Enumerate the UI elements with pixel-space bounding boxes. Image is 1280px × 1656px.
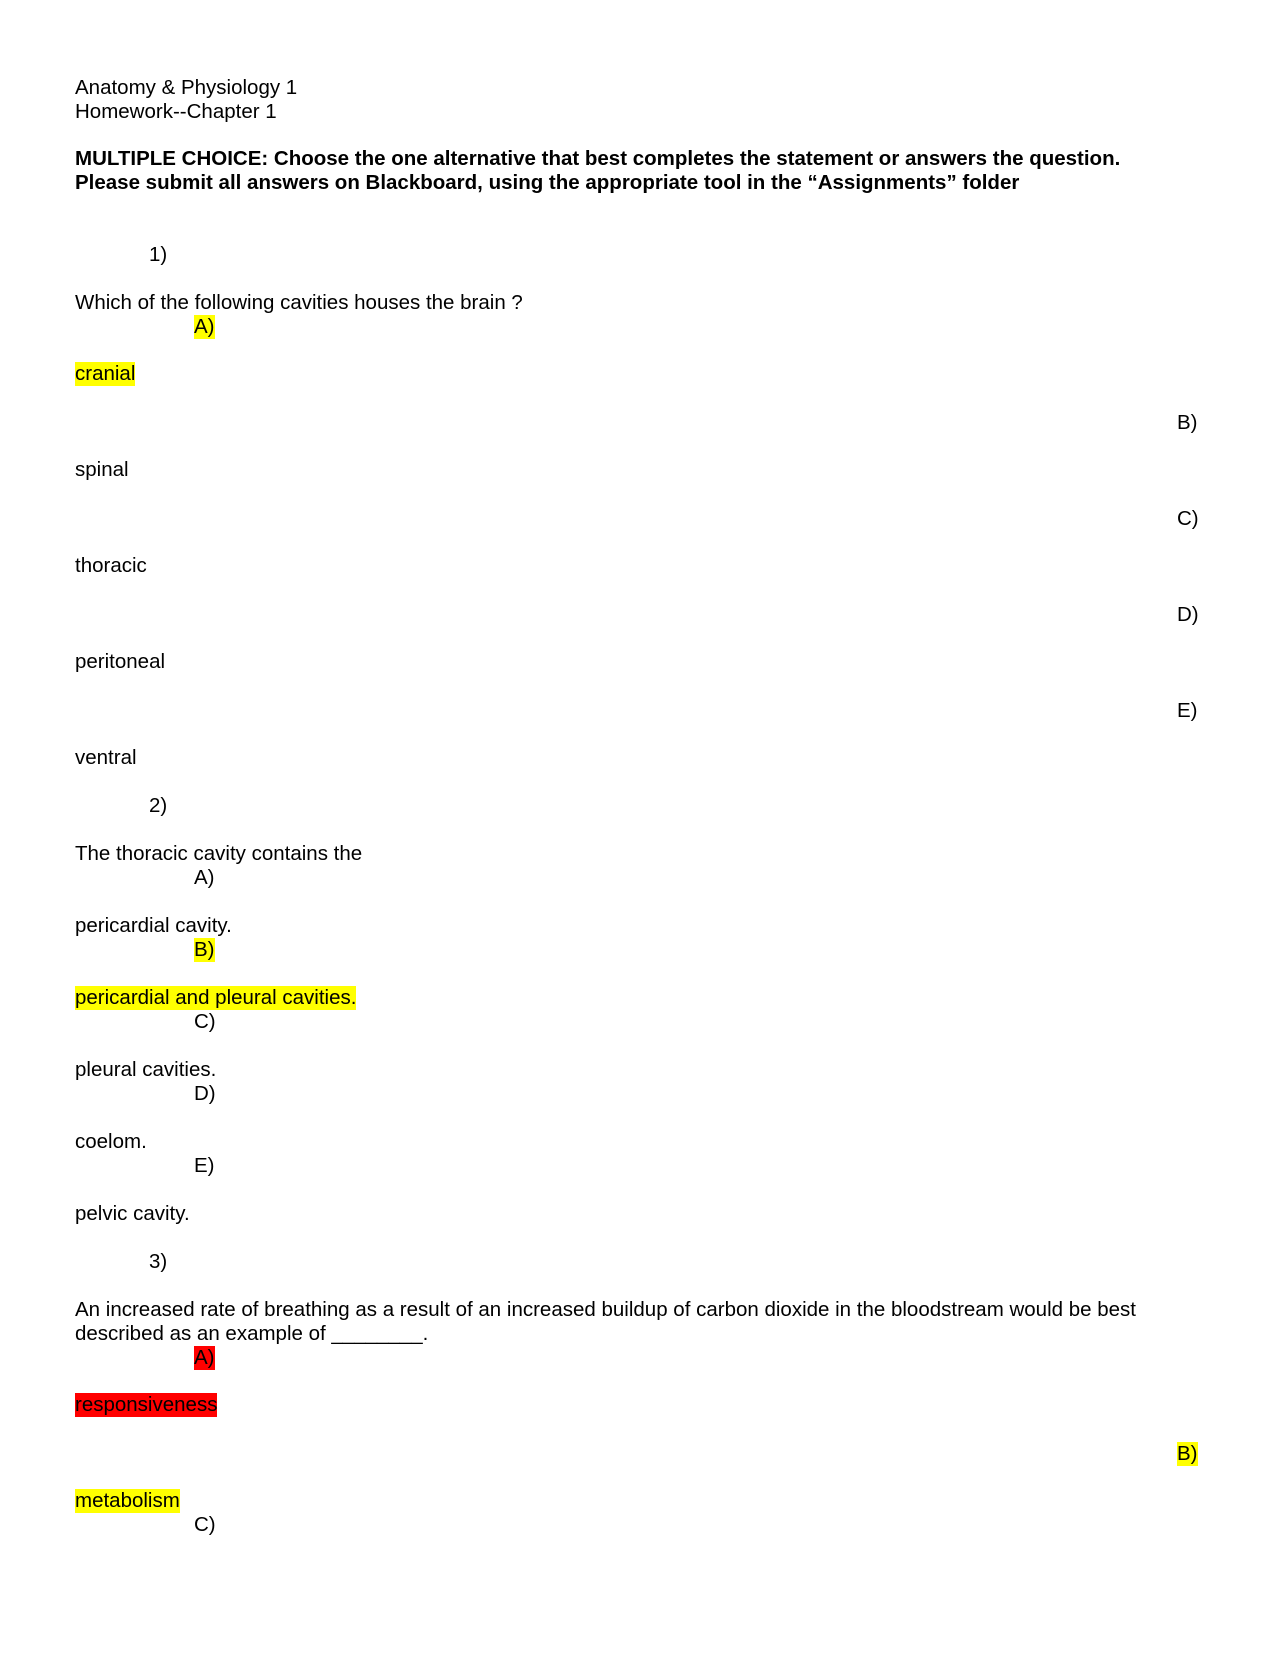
question-2-number: 2) <box>149 794 168 817</box>
q1-option-c-text: thoracic <box>75 554 147 577</box>
q2-option-d-letter: D) <box>194 1082 216 1105</box>
course-title: Anatomy & Physiology 1 <box>75 76 298 99</box>
q2-option-b-text: pericardial and pleural cavities. <box>75 986 357 1009</box>
q1-option-e-letter: E) <box>1177 699 1198 722</box>
q1-option-d-text: peritoneal <box>75 650 166 673</box>
q3-option-a-letter: A) <box>194 1346 215 1369</box>
question-3-text-line-2: described as an example of ________. <box>75 1322 429 1345</box>
q2-option-c-letter: C) <box>194 1010 216 1033</box>
q2-option-d-text: coelom. <box>75 1130 147 1153</box>
q3-option-a-text: responsiveness <box>75 1393 218 1416</box>
q2-option-e-letter: E) <box>194 1154 215 1177</box>
q3-option-b-letter: B) <box>1177 1442 1198 1465</box>
assignment-title: Homework--Chapter 1 <box>75 100 277 123</box>
q1-option-c-letter: C) <box>1177 507 1199 530</box>
q1-option-a-letter: A) <box>194 315 215 338</box>
q1-option-e-text: ventral <box>75 746 137 769</box>
question-1-number: 1) <box>149 243 168 266</box>
question-2-text: The thoracic cavity contains the <box>75 842 363 865</box>
question-1-text: Which of the following cavities houses the brain ? <box>75 291 523 314</box>
question-3-text-line-1: An increased rate of breathing as a result of an increased buildup of carbon dioxide in the bloodstream would be best <box>75 1298 1136 1321</box>
q1-option-b-text: spinal <box>75 458 129 481</box>
q2-option-b-letter: B) <box>194 938 215 961</box>
q3-option-c-letter: C) <box>194 1513 216 1536</box>
q3-option-b-text: metabolism <box>75 1489 180 1512</box>
q2-option-a-text: pericardial cavity. <box>75 914 232 937</box>
q1-option-a-text: cranial <box>75 362 136 385</box>
q1-option-d-letter: D) <box>1177 603 1199 626</box>
q2-option-c-text: pleural cavities. <box>75 1058 217 1081</box>
q2-option-a-letter: A) <box>194 866 215 889</box>
instructions-line-1: MULTIPLE CHOICE: Choose the one alternative that best completes the statement or answers the question. <box>75 147 1121 170</box>
q2-option-e-text: pelvic cavity. <box>75 1202 190 1225</box>
question-3-number: 3) <box>149 1250 168 1273</box>
instructions-line-2: Please submit all answers on Blackboard, using the appropriate tool in the “Assignments” folder <box>75 171 1020 194</box>
q1-option-b-letter: B) <box>1177 411 1198 434</box>
